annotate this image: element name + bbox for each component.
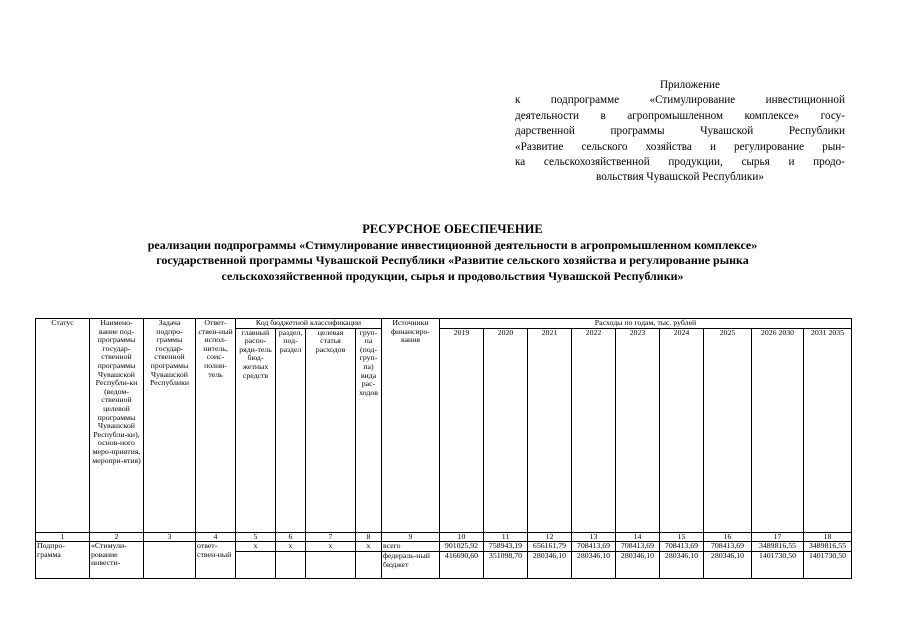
- header-year: 2025: [704, 328, 752, 532]
- table-row: [36, 542, 852, 552]
- row-main-manager: [236, 552, 276, 579]
- column-number: 16: [704, 532, 752, 542]
- appendix-line: дарственной программы Чувашской Республики: [515, 125, 845, 138]
- header-year: 2020: [484, 328, 528, 532]
- row-value: 708413,69: [616, 542, 660, 552]
- column-number: 18: [804, 532, 852, 542]
- row-value: 708413,69: [572, 542, 616, 552]
- header-executor: Ответ-ствен-ный испол-нитель, соис-полни-тель: [196, 319, 236, 533]
- row-value: 1401730,50: [804, 552, 852, 579]
- header-year: 2031 2035: [804, 328, 852, 532]
- column-number: 10: [440, 532, 484, 542]
- header-year: 2021: [528, 328, 572, 532]
- header-name: Наимено-вание под-программы государ-ственной программы Чувашской Республи-ки (ведом-ственной целевой программы Чувашской Республи-ки), основ-ного меро-приятия, меропри-ятия): [90, 319, 144, 533]
- header-row: [36, 319, 852, 329]
- column-number: 7: [306, 532, 356, 542]
- appendix-line: вольствия Чувашской Республики»: [596, 171, 764, 184]
- column-number: 9: [382, 532, 440, 542]
- header-target-article: целевая статья расходов: [306, 328, 356, 532]
- header-budget-code: Код бюджетной классификации: [236, 319, 382, 329]
- row-value: 3489816,55: [804, 542, 852, 552]
- row-value: 280346,10: [704, 552, 752, 579]
- title-line: РЕСУРСНОЕ ОБЕСПЕЧЕНИЕ: [362, 222, 543, 236]
- title-line: сельскохозяйственной продукции, сырья и продовольствия Чувашской Республики»: [221, 268, 684, 283]
- resource-table: [35, 318, 852, 579]
- column-number: 17: [752, 532, 804, 542]
- row-target-article: x: [306, 542, 356, 552]
- row-value: 280346,10: [572, 552, 616, 579]
- column-number: 13: [572, 532, 616, 542]
- row-value: 901025,92: [440, 542, 484, 552]
- row-name: «Стимули-рование инвести-: [90, 542, 144, 579]
- row-task: [144, 542, 196, 579]
- header-main-manager: главный распо-ряди-тель бюд-жетных средств: [236, 328, 276, 532]
- header-year: 2023: [616, 328, 660, 532]
- appendix-line: деятельности в агропромышленном комплексе» госу-: [515, 109, 845, 122]
- row-value: 416690,60: [440, 552, 484, 579]
- header-expenses: Расходы по годам, тыс. рублей: [440, 319, 852, 329]
- appendix-note: [515, 78, 845, 186]
- column-number: 6: [276, 532, 306, 542]
- column-number: 11: [484, 532, 528, 542]
- header-year: 2024: [660, 328, 704, 532]
- header-section: раздел, под-раздел: [276, 328, 306, 532]
- column-number: 5: [236, 532, 276, 542]
- header-year: 2019: [440, 328, 484, 532]
- row-group: [356, 552, 382, 579]
- row-value: 351098,70: [484, 552, 528, 579]
- appendix-heading: Приложение: [659, 79, 721, 91]
- column-number: 2: [90, 532, 144, 542]
- column-number: 12: [528, 532, 572, 542]
- header-year: 2022: [572, 328, 616, 532]
- row-section: x: [276, 542, 306, 552]
- column-number: 1: [36, 532, 90, 542]
- column-number: 4: [196, 532, 236, 542]
- row-source: федераль-ный бюджет: [382, 552, 440, 579]
- header-group: груп-па (под-груп-па) вида рас-ходов: [356, 328, 382, 532]
- row-target-article: [306, 552, 356, 579]
- row-executor: ответ-ствен-ный: [196, 542, 236, 579]
- row-value: 708413,69: [704, 542, 752, 552]
- header-sources: Источники финансиро-вания: [382, 319, 440, 533]
- row-value: 1401730,50: [752, 552, 804, 579]
- row-main-manager: x: [236, 542, 276, 552]
- header-status: Статус: [36, 319, 90, 533]
- column-number-row: [36, 532, 852, 542]
- row-section: [276, 552, 306, 579]
- title-line: государственной программы Чувашской Республики «Развитие сельского хозяйства и регулирование рынка: [156, 253, 749, 267]
- row-value: 3489816,55: [752, 542, 804, 552]
- row-value: 656161,79: [528, 542, 572, 552]
- row-value: 280346,10: [528, 552, 572, 579]
- column-number: 8: [356, 532, 382, 542]
- row-value: 708413,69: [660, 542, 704, 552]
- header-task: Задача подпро-граммы государ-ственной программы Чувашской Республики: [144, 319, 196, 533]
- row-value: 280346,10: [660, 552, 704, 579]
- appendix-line: «Развитие сельского хозяйства и регулирование рын-: [515, 140, 845, 153]
- appendix-line: ка сельскохозяйственной продукции, сырья и продо-: [515, 156, 845, 169]
- appendix-line: к подпрограмме «Стимулирование инвестиционной: [515, 94, 845, 107]
- header-year: 2026 2030: [752, 328, 804, 532]
- document-title: [40, 222, 865, 284]
- row-value: 758943,19: [484, 542, 528, 552]
- column-number: 3: [144, 532, 196, 542]
- row-source: всего: [382, 542, 440, 552]
- row-group: x: [356, 542, 382, 552]
- row-value: 280346,10: [616, 552, 660, 579]
- column-number: 15: [660, 532, 704, 542]
- column-number: 14: [616, 532, 660, 542]
- row-status: Подпро-грамма: [36, 542, 90, 579]
- title-line: реализации подпрограммы «Стимулирование инвестиционной деятельности в агропромышленном комплексе»: [147, 237, 758, 252]
